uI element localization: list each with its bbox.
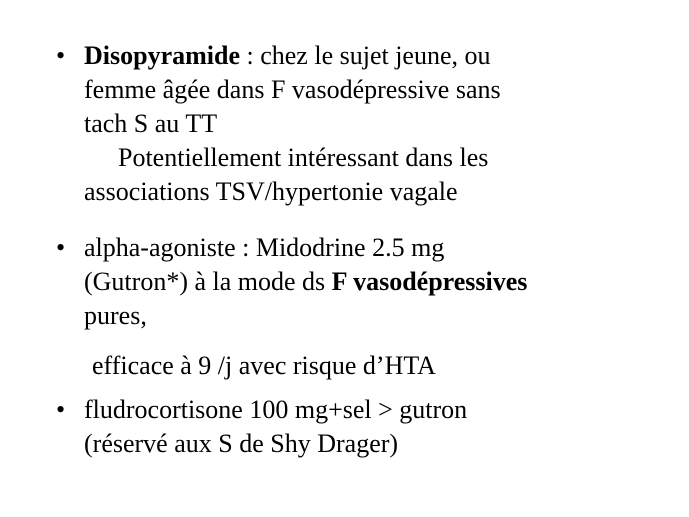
bullet-2-bold-term: F vasodépressives bbox=[331, 267, 528, 296]
bullet-2-line-3: pures, bbox=[84, 301, 147, 330]
bullet-1-marker: • bbox=[56, 41, 66, 70]
bullet-2-line-2-start: (Gutron*) à la mode ds bbox=[84, 267, 332, 296]
bullet-2-line-1: alpha-agoniste : Midodrine 2.5 mg bbox=[84, 233, 445, 262]
bullet-1-line-3: tach S au TT bbox=[84, 109, 218, 138]
bullet-1-bold-term: Disopyramide bbox=[84, 41, 240, 70]
bullet-2-marker: • bbox=[56, 233, 66, 262]
bullet-3-line-1: fludrocortisone 100 mg+sel > gutron bbox=[84, 395, 468, 424]
bullet-3-line-2: (réservé aux S de Shy Drager) bbox=[84, 429, 399, 458]
bullet-1-line-2: femme âgée dans F vasodépressive sans bbox=[84, 75, 501, 104]
bullet-2-line-2 bbox=[84, 266, 527, 298]
bullet-3-marker: • bbox=[56, 395, 66, 424]
bullet-1-line-5: associations TSV/hypertonie vagale bbox=[84, 177, 458, 206]
bullet-2-sub-line: efficace à 9 /j avec risque d’HTA bbox=[92, 351, 436, 380]
bullet-1-line-1 bbox=[84, 40, 491, 72]
bullet-1-line-1-rest: : chez le sujet jeune, ou bbox=[240, 41, 491, 70]
bullet-1-line-4: Potentiellement intéressant dans les bbox=[118, 143, 489, 172]
